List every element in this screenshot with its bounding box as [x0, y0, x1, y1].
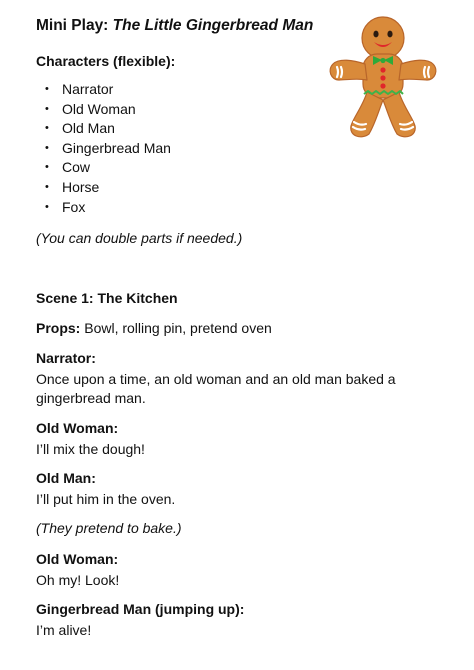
characters-heading: Characters (flexible): [36, 53, 176, 69]
play-name: The Little Gingerbread Man [112, 17, 314, 34]
dialogue-line: gingerbread man. [36, 390, 146, 406]
double-parts-note: (You can double parts if needed.) [36, 230, 243, 246]
speaker-label: Old Man: [36, 470, 96, 486]
scene-heading: Scene 1: The Kitchen [36, 290, 178, 306]
dialogue-line: I’ll mix the dough! [36, 441, 145, 457]
dialogue-line: I’ll put him in the oven. [36, 491, 176, 507]
speaker-label: Narrator: [36, 350, 96, 366]
stage-direction: (They pretend to bake.) [36, 520, 182, 536]
speaker-label: Gingerbread Man (jumping up): [36, 601, 245, 617]
speaker-label: Old Woman: [36, 551, 119, 567]
props-line [36, 319, 272, 338]
character-list [36, 80, 171, 217]
play-title [36, 17, 313, 35]
speaker-label: Old Woman: [36, 420, 119, 436]
list-item: • Horse [36, 178, 171, 198]
dialogue-line: I’m alive! [36, 622, 92, 638]
list-item: • Narrator [36, 80, 171, 100]
list-item: • Cow [36, 158, 171, 178]
buttons [380, 67, 385, 88]
title-prefix: Mini Play: [36, 17, 113, 34]
dialogue-line: Oh my! Look! [36, 572, 120, 588]
dialogue-line: Once upon a time, an old woman and an old man baked a [36, 371, 396, 387]
props-text: Bowl, rolling pin, pretend oven [80, 320, 272, 336]
list-item: • Fox [36, 198, 171, 218]
props-label: Props: [36, 320, 81, 336]
list-item: • Old Woman [36, 100, 171, 120]
list-item: • Old Man [36, 119, 171, 139]
list-item: • Gingerbread Man [36, 139, 171, 159]
gingerbread-man-icon [325, 10, 441, 140]
